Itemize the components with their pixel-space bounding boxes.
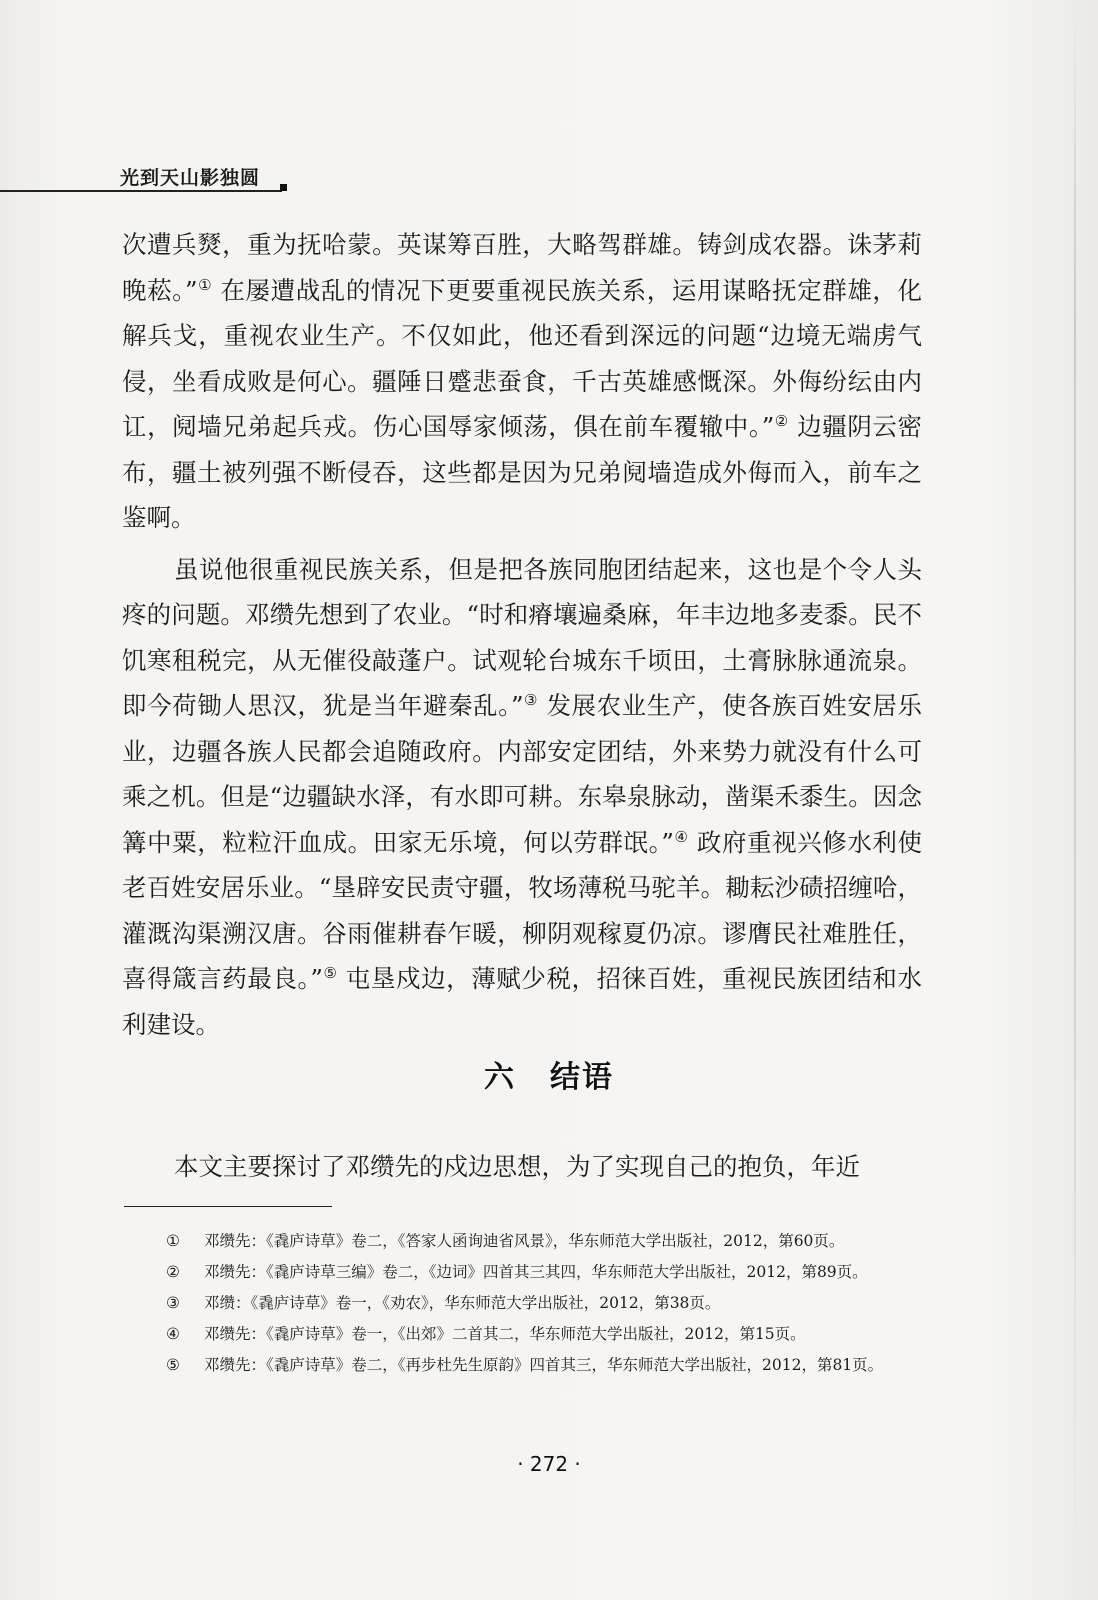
- paragraph-2-part-d: 屯垦戍边，薄赋少税，招徕百姓，重视民族团结和水利建设。: [122, 964, 922, 1039]
- running-header: 光到天山影独圆: [120, 167, 261, 189]
- footnote-mark: ①: [166, 1232, 180, 1250]
- footnote-ref-2[interactable]: ②: [774, 412, 789, 430]
- footnote-ref-4[interactable]: ④: [673, 827, 689, 846]
- header-rule: [0, 190, 282, 192]
- footnote-text: 邓缵先：《毳庐诗草》卷二，《再步杜先生原韵》四首其三，华东师范大学出版社，2012，第81页。: [204, 1356, 884, 1374]
- paragraph-2-part-b: 发展农业生产，使各族百姓安居乐业，边疆各族人民都会追随政府。内部安定团结，外来势力就没有什么可乘之机。但是“边疆缺水泽，有水即可耕。东皋泉脉动，凿渠禾黍生。因念篝中粟，粒粒汗血成。田家无乐境，何以劳群氓。”: [122, 691, 923, 857]
- closing-paragraph: 本文主要探讨了邓缵先的戍边思想，为了实现自己的抱负，年近: [174, 1152, 860, 1181]
- footnote-ref-1[interactable]: ①: [197, 275, 213, 294]
- footnote-2: [166, 1259, 936, 1285]
- body-text: [122, 222, 922, 1047]
- footnote-mark: ③: [166, 1294, 180, 1312]
- footnote-text: 邓缵先：《毳庐诗草》卷一，《出郊》二首其二，华东师范大学出版社，2012，第15页。: [204, 1325, 806, 1343]
- footnote-4: [166, 1321, 936, 1347]
- footnote-ref-5[interactable]: ⑤: [322, 964, 338, 982]
- paragraph-1-part-c: 边疆阴云密布，疆土被列强不断侵吞，这些都是因为兄弟阋墙造成外侮而入，前车之鉴啊。: [122, 412, 922, 532]
- paragraph-1-part-a: 次遭兵燹，重为抚哈蒙。英谋筹百胜，大略驾群雄。铸剑成农器。诛茅莉晚菘。”: [122, 230, 922, 305]
- paragraph-1: [122, 222, 922, 541]
- footnote-5: [166, 1352, 936, 1378]
- footnote-ref-3[interactable]: ③: [523, 691, 539, 709]
- footnote-mark: ④: [166, 1325, 180, 1343]
- paragraph-2-part-a: 虽说他很重视民族关系，但是把各族同胞团结起来，这也是个令人头疼的问题。邓缵先想到了农业。“时和瘠壤遍桑麻，年丰边地多麦黍。民不饥寒租税完，从无催役敲蓬户。试观轮台城东千顷田，土膏脉脉通流泉。即今荷锄人思汉，犹是当年避秦乱。”: [122, 554, 922, 720]
- footnotes: [166, 1228, 936, 1383]
- paragraph-2-part-c: 政府重视兴修水利使老百姓安居乐业。“垦辟安民责守疆，牧场薄税马驼羊。耡耘沙碛招缠哈，灌溉沟渠溯汉唐。谷雨催耕春乍暖，柳阴观稼夏仍凉。谬膺民社难胜任，喜得箴言药最良。”: [122, 827, 922, 993]
- page-number: · 272 ·: [517, 1452, 581, 1476]
- section-number: 六: [484, 1060, 516, 1095]
- footnote-mark: ⑤: [166, 1356, 180, 1374]
- paragraph-1-part-b: 在屡遭战乱的情况下更要重视民族关系，运用谋略抚定群雄，化解兵戈，重视农业生产。不仅如此，他还看到深远的问题“边境无端虏气侵，坐看成败是何心。疆陲日蹙悲蚕食，千古英雄感慨深。外侮纷纭由内讧，阋墙兄弟起兵戎。伤心国辱家倾荡，俱在前车覆辙中。”: [122, 275, 922, 441]
- section-heading: [0, 1052, 1098, 1096]
- section-title: 结语: [550, 1060, 614, 1095]
- footnote-text: 邓缵先：《毳庐诗草三编》卷二，《边词》四首其三其四，华东师范大学出版社，2012，第89页。: [204, 1263, 868, 1281]
- page-edge-shadow: [1074, 0, 1076, 1600]
- paragraph-2: [122, 547, 922, 1048]
- footnote-text: 邓缵：《毳庐诗草》卷一，《劝农》，华东师范大学出版社，2012，第38页。: [204, 1294, 721, 1312]
- footnote-rule: [124, 1206, 332, 1207]
- footnote-text: 邓缵先：《毳庐诗草》卷二，《答家人函询迪省风景》，华东师范大学出版社，2012，第60页。: [204, 1232, 845, 1250]
- footnote-3: [166, 1290, 936, 1316]
- footnote-mark: ②: [166, 1263, 180, 1281]
- header-square-mark: [280, 184, 287, 191]
- footnote-1: [166, 1228, 936, 1254]
